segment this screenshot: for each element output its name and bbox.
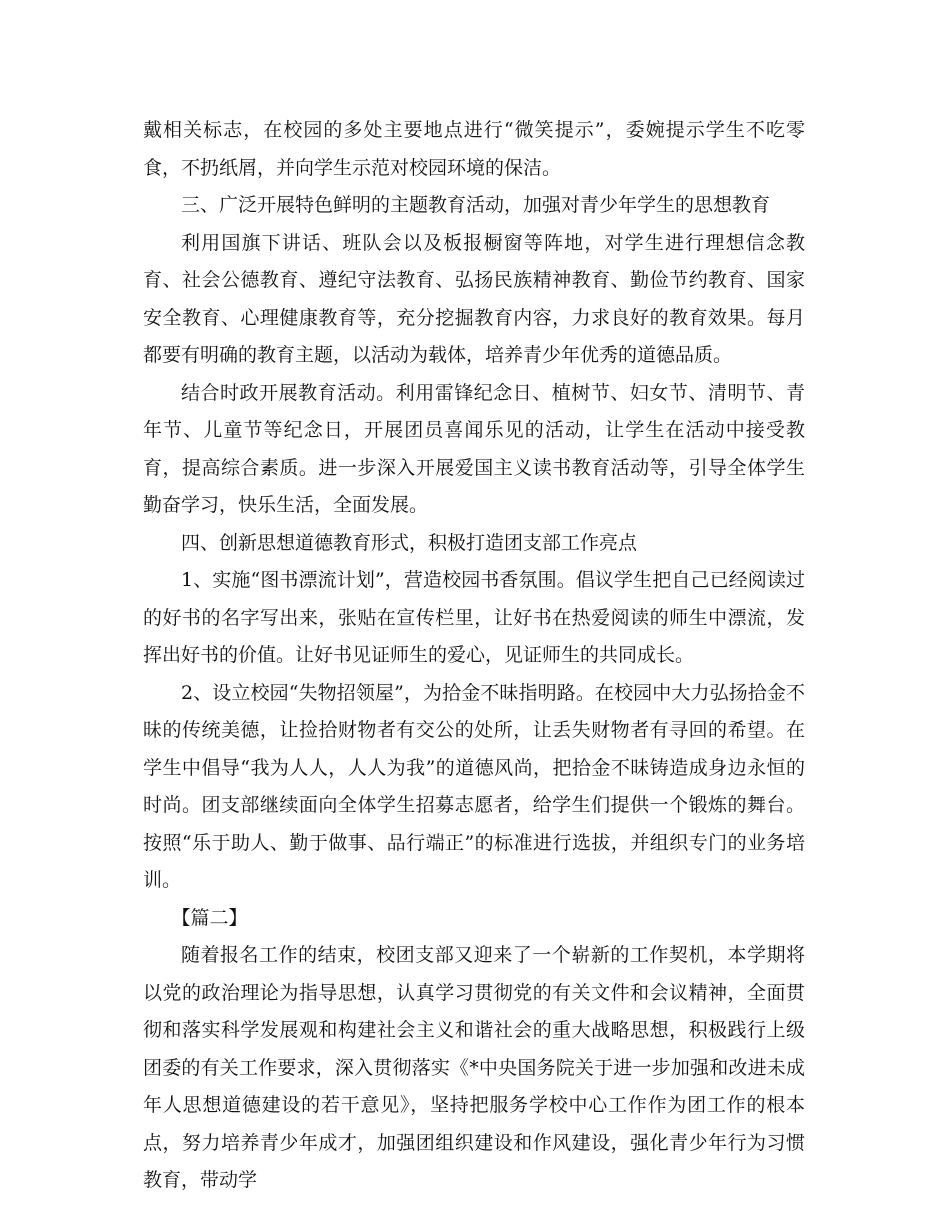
paragraph-3: 结合时政开展教育活动。利用雷锋纪念日、植树节、妇女节、清明节、青年节、儿童节等纪念日，开展团员喜闻乐见的活动，让学生在活动中接受教育，提高综合素质。进一步深入开展爱国主义读书教育活动等，引导全体学生勤奋学习，快乐生活，全面发展。: [143, 381, 805, 516]
paragraph-2: 利用国旗下讲话、班队会以及板报橱窗等阵地，对学生进行理想信念教育、社会公德教育、遵纪守法教育、弘扬民族精神教育、勤俭节约教育、国家安全教育、心理健康教育等，充分挖掘教育内容，力求良好的教育效果。每月都要有明确的教育主题，以活动为载体，培养青少年优秀的道德品质。: [143, 231, 805, 366]
paragraph-4: 1、实施“图书漂流计划”，营造校园书香氛围。倡议学生把自己已经阅读过的好书的名字写出来，张贴在宣传栏里，让好书在热爱阅读的师生中漂流，发挥出好书的价值。让好书见证师生的爱心，见证师生的共同成长。: [143, 569, 805, 666]
paragraph-5: 2、设立校园“失物招领屋”，为拾金不昧指明路。在校园中大力弘扬拾金不昧的传统美德，让捡拾财物者有交公的处所，让丢失财物者有寻回的希望。在学生中倡导“我为人人，人人为我”的道德风尚，把拾金不昧铸造成身边永恒的时尚。团支部继续面向全体学生招募志愿者，给学生们提供一个锻炼的舞台。按照“乐于助人、勤于做事、品行端正”的标准进行选拔，并组织专门的业务培训。: [143, 681, 805, 891]
paragraph-6: 随着报名工作的结束，校团支部又迎来了一个崭新的工作契机，本学期将以党的政治理论为指导思想，认真学习贯彻党的有关文件和会议精神，全面贯彻和落实科学发展观和构建社会主义和谐社会的重大战略思想，积极践行上级团委的有关工作要求，深入贯彻落实《*中央国务院关于进一步加强和改进未成年人思想道德建设的若干意见》，坚持把服务学校中心工作作为团工作的根本点，努力培养青少年成才，加强团组织建设和作风建设，强化青少年行为习惯教育，带动学: [143, 944, 805, 1191]
section-heading-4: 四、创新思想道德教育形式，积极打造团支部工作亮点: [181, 531, 638, 554]
document-body: [143, 112, 805, 1200]
paragraph-1: 戴相关标志，在校园的多处主要地点进行“微笑提示”，委婉提示学生不吃零食，不扔纸屑，并向学生示范对校园环境的保洁。: [143, 119, 805, 179]
part-heading: 【篇二】: [171, 906, 248, 929]
section-heading-3: 三、广泛开展特色鲜明的主题教育活动，加强对青少年学生的思想教育: [181, 194, 771, 216]
